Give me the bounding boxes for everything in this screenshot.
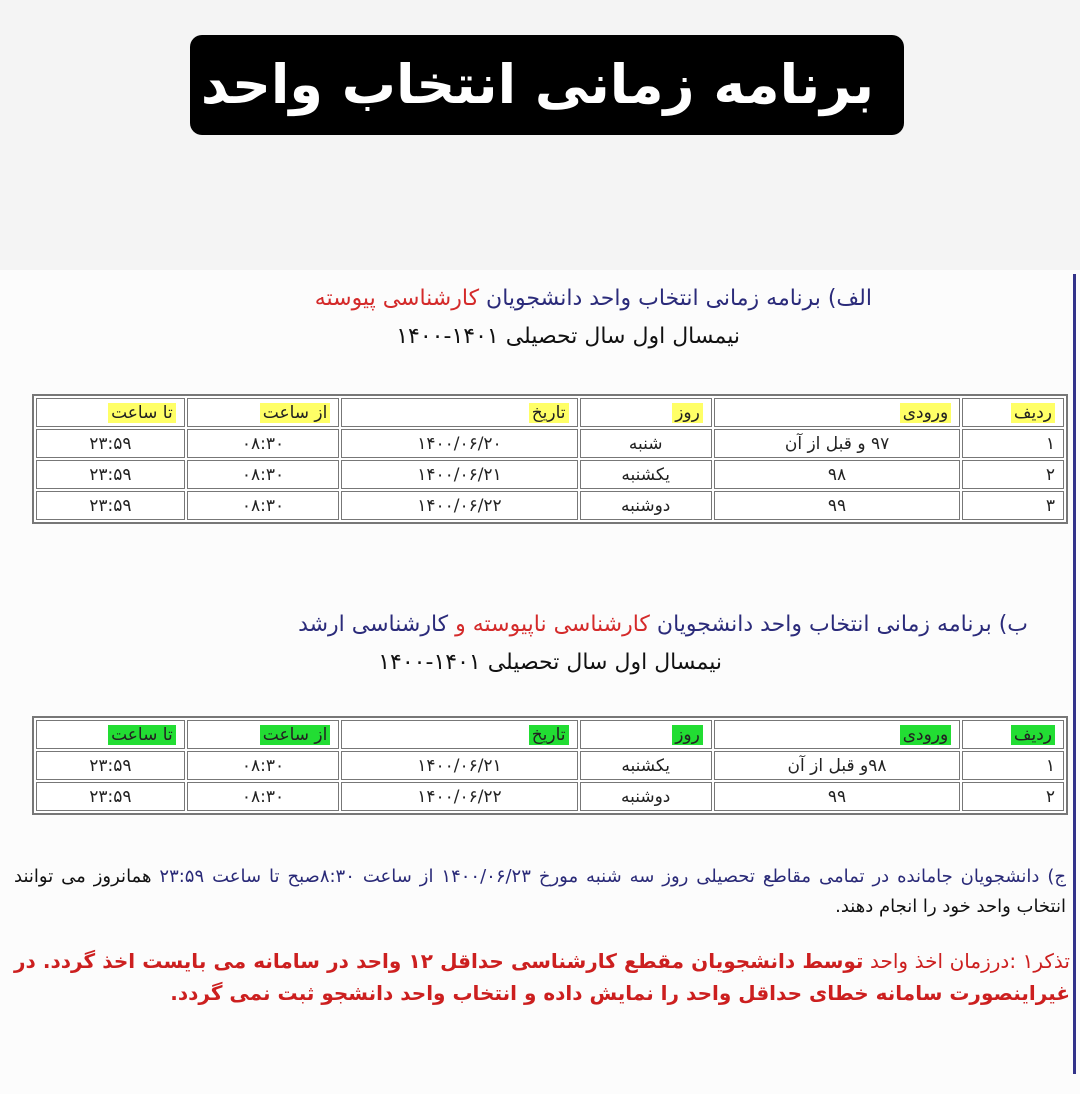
table-cell: ۲۳:۵۹ [36, 751, 185, 780]
table-cell: ۱ [962, 751, 1064, 780]
document-right-border [1073, 274, 1076, 1074]
table-cell: ۲۳:۵۹ [36, 460, 185, 489]
table-cell: یکشنبه [580, 751, 712, 780]
table-cell: ۰۸:۳۰ [187, 460, 340, 489]
section-a-table [32, 394, 1068, 524]
table-cell: ۲۳:۵۹ [36, 429, 185, 458]
header-cell: تا ساعت [36, 720, 185, 749]
section-b-subheading: نیمسال اول سال تحصیلی ۱۴۰۱-۱۴۰۰ [378, 650, 722, 675]
header-cell: تاریخ [341, 398, 577, 427]
table-row [36, 782, 1064, 811]
table-cell: دوشنبه [580, 782, 712, 811]
section-b-heading-conjunction: و [448, 612, 473, 637]
table-cell: یکشنبه [580, 460, 712, 489]
section-a-heading [315, 286, 872, 311]
table-cell: ۰۸:۳۰ [187, 429, 340, 458]
section-a-heading-program: کارشناسی پیوسته [314, 286, 480, 311]
minimum-units-warning-label: تذکر۱ :درزمان اخذ واحد [863, 949, 1070, 973]
header-cell: ردیف [962, 720, 1064, 749]
table-cell: ۰۸:۳۰ [187, 491, 340, 520]
table-cell: ۱۴۰۰/۰۶/۲۱ [341, 751, 577, 780]
late-registration-note-end: همانروز می توانند انتخاب واحد خود را انجام دهند. [14, 866, 1066, 917]
table-row [36, 491, 1064, 520]
header-cell: از ساعت [187, 398, 340, 427]
table-cell: ۳ [962, 491, 1064, 520]
table-cell: ۲ [962, 782, 1064, 811]
table-cell: شنبه [580, 429, 712, 458]
table-cell: ۱ [962, 429, 1064, 458]
table-row [36, 429, 1064, 458]
table-cell: ۱۴۰۰/۰۶/۲۱ [341, 460, 577, 489]
table-header-row [36, 720, 1064, 749]
header-cell: از ساعت [187, 720, 340, 749]
section-b-table [32, 716, 1068, 815]
table-cell: ۹۷ و قبل از آن [714, 429, 960, 458]
header-cell: روز [580, 720, 712, 749]
section-b-heading-prefix: ب) برنامه زمانی انتخاب واحد دانشجویان [649, 612, 1028, 637]
table-cell: ۱۴۰۰/۰۶/۲۲ [341, 782, 577, 811]
table-cell: ۱۴۰۰/۰۶/۲۰ [341, 429, 577, 458]
section-b-heading [298, 612, 1028, 637]
header-cell: ورودی [714, 720, 960, 749]
section-b-heading-program: کارشناسی ناپیوسته [472, 612, 650, 637]
table-row [36, 460, 1064, 489]
table-cell: ۰۸:۳۰ [187, 782, 340, 811]
table-cell: دوشنبه [580, 491, 712, 520]
page-title: برنامه زمانی انتخاب واحد [190, 35, 904, 135]
minimum-units-warning-text: توسط دانشجویان مقطع کارشناسی حداقل ۱۲ واحد در سامانه می بایست اخذ گردد. در غیراینصورت سامانه خطای حداقل واحد را نمایش داده و انتخاب واحد دانشجو ثبت نمی گردد. [14, 949, 1070, 1005]
table-header-row [36, 398, 1064, 427]
table-row [36, 751, 1064, 780]
header-cell: ورودی [714, 398, 960, 427]
table-cell: ۲۳:۵۹ [36, 782, 185, 811]
table-cell: ۰۸:۳۰ [187, 751, 340, 780]
header-cell: تاریخ [341, 720, 577, 749]
table-cell: ۹۹ [714, 491, 960, 520]
section-a-subheading: نیمسال اول سال تحصیلی ۱۴۰۱-۱۴۰۰ [396, 324, 740, 349]
table-cell: ۱۴۰۰/۰۶/۲۲ [341, 491, 577, 520]
table-cell: ۹۹ [714, 782, 960, 811]
table-cell: ۹۸ [714, 460, 960, 489]
minimum-units-warning [14, 945, 1070, 1009]
header-cell: ردیف [962, 398, 1064, 427]
header-cell: روز [580, 398, 712, 427]
table-cell: ۲۳:۵۹ [36, 491, 185, 520]
late-registration-note-text: ج) دانشجویان جامانده در تمامی مقاطع تحصیلی روز سه شنبه مورخ ۱۴۰۰/۰۶/۲۳ از ساعت ۸:۳۰صبح تا ساعت ۲۳:۵۹ [151, 866, 1066, 887]
section-b-heading-suffix: کارشناسی ارشد [298, 612, 449, 637]
header-cell: تا ساعت [36, 398, 185, 427]
table-cell: ۹۸و قبل از آن [714, 751, 960, 780]
late-registration-note [14, 862, 1066, 922]
table-cell: ۲ [962, 460, 1064, 489]
section-a-heading-prefix: الف) برنامه زمانی انتخاب واحد دانشجویان [479, 286, 872, 311]
